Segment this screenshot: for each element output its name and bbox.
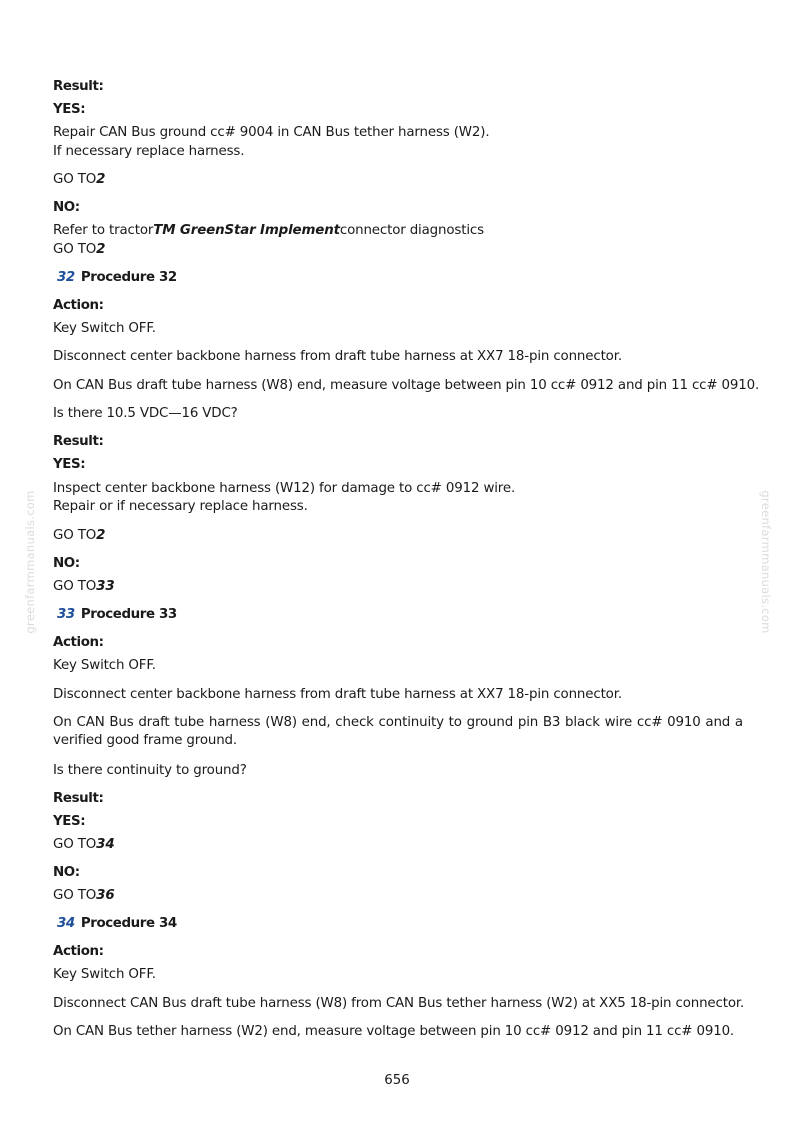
no-text-line xyxy=(53,222,484,240)
procedure-heading xyxy=(57,606,177,624)
no-text-prefix: Refer to tractor xyxy=(53,223,154,238)
goto-label: GO TO xyxy=(53,888,97,903)
watermark-right: greenfarmmanuals.com xyxy=(759,490,773,634)
action-label: Action: xyxy=(53,944,104,959)
goto-target-link[interactable]: 33 xyxy=(96,579,115,594)
goto-label: GO TO xyxy=(53,579,97,594)
action-label: Action: xyxy=(53,298,104,313)
goto-target-link[interactable]: 34 xyxy=(96,837,115,852)
goto-target-link[interactable]: 2 xyxy=(96,172,106,187)
page-number: 656 xyxy=(384,1073,410,1088)
goto-line xyxy=(53,578,115,596)
goto-target-link[interactable]: 36 xyxy=(96,888,115,903)
goto-label: GO TO xyxy=(53,242,97,257)
action-step: Key Switch OFF. xyxy=(53,967,156,982)
action-label: Action: xyxy=(53,635,104,650)
goto-line xyxy=(53,241,105,259)
watermark-left: greenfarmmanuals.com xyxy=(23,490,37,634)
goto-line xyxy=(53,527,105,545)
action-step: On CAN Bus draft tube harness (W8) end, measure voltage between pin 10 cc# 0912 and pin 11 cc# 0910. xyxy=(53,378,760,393)
result-label: Result: xyxy=(53,791,104,806)
action-step: Disconnect CAN Bus draft tube harness (W8) from CAN Bus tether harness (W2) at XX5 18-pin connector. xyxy=(53,996,745,1011)
yes-label: YES: xyxy=(53,814,86,829)
no-label: NO: xyxy=(53,865,80,880)
no-text-suffix: connector diagnostics xyxy=(339,223,484,238)
action-step: On CAN Bus tether harness (W2) end, measure voltage between pin 10 cc# 0912 and pin 11 cc# 0910. xyxy=(53,1024,735,1039)
action-step: Key Switch OFF. xyxy=(53,658,156,673)
goto-target-link[interactable]: 2 xyxy=(96,528,106,543)
action-step: Key Switch OFF. xyxy=(53,321,156,336)
yes-text-line: If necessary replace harness. xyxy=(53,144,245,159)
goto-line xyxy=(53,836,115,854)
no-label: NO: xyxy=(53,200,80,215)
action-step: On CAN Bus draft tube harness (W8) end, check continuity to ground pin B3 black wire cc# 0910 and a verified good frame ground. xyxy=(53,715,743,748)
procedure-title: Procedure 32 xyxy=(80,270,177,285)
no-label: NO: xyxy=(53,556,80,571)
procedure-number-link[interactable]: 34 xyxy=(57,916,75,931)
yes-label: YES: xyxy=(53,457,86,472)
question: Is there continuity to ground? xyxy=(53,763,247,778)
goto-label: GO TO xyxy=(53,172,97,187)
result-label: Result: xyxy=(53,79,104,94)
manual-reference: TM GreenStar Implement xyxy=(153,223,340,238)
yes-label: YES: xyxy=(53,102,86,117)
question: Is there 10.5 VDC—16 VDC? xyxy=(53,406,238,421)
procedure-heading xyxy=(57,269,177,287)
procedure-heading xyxy=(57,915,177,933)
goto-line xyxy=(53,887,115,905)
goto-line xyxy=(53,171,105,189)
procedure-title: Procedure 34 xyxy=(80,916,177,931)
yes-text-line: Inspect center backbone harness (W12) for damage to cc# 0912 wire. xyxy=(53,481,516,496)
action-step: Disconnect center backbone harness from draft tube harness at XX7 18-pin connector. xyxy=(53,687,622,702)
procedure-number-link[interactable]: 32 xyxy=(57,270,75,285)
yes-text-line: Repair CAN Bus ground cc# 9004 in CAN Bus tether harness (W2). xyxy=(53,125,490,140)
goto-label: GO TO xyxy=(53,528,97,543)
action-step: Disconnect center backbone harness from draft tube harness at XX7 18-pin connector. xyxy=(53,349,622,364)
yes-text-line: Repair or if necessary replace harness. xyxy=(53,499,308,514)
procedure-number-link[interactable]: 33 xyxy=(57,607,75,622)
result-label: Result: xyxy=(53,434,104,449)
goto-target-link[interactable]: 2 xyxy=(96,242,106,257)
goto-label: GO TO xyxy=(53,837,97,852)
procedure-title: Procedure 33 xyxy=(80,607,177,622)
